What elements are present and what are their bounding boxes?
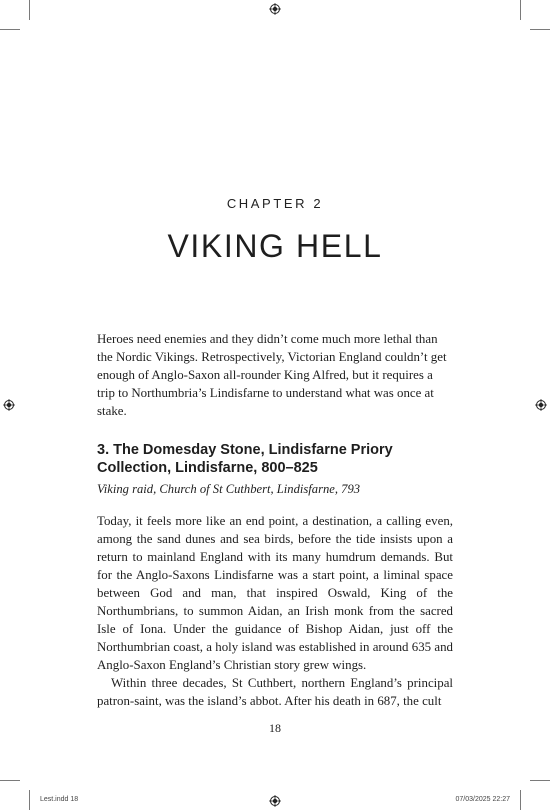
slug-timestamp: 07/03/2025 22:27 xyxy=(455,796,510,803)
registration-mark-icon xyxy=(535,399,547,411)
crop-mark xyxy=(0,29,20,30)
body-text xyxy=(97,512,453,710)
intro-paragraph: Heroes need enemies and they didn’t come much more lethal than the Nordic Vikings. Retrospectively, Victorian England couldn’t get enough of Anglo-Saxon all-rounder King Alfred, but it requires a trip to Northumbria’s Lindisfarne to understand what was once at stake. xyxy=(97,332,447,418)
crop-mark xyxy=(0,780,20,781)
crop-mark xyxy=(29,0,30,20)
chapter-label: CHAPTER 2 xyxy=(226,196,324,211)
slug-file: Lest.indd 18 xyxy=(40,796,79,803)
chapter-title: VIKING HELL xyxy=(167,228,383,264)
crop-mark xyxy=(520,0,521,20)
crop-mark xyxy=(530,29,550,30)
registration-mark-icon xyxy=(269,795,281,807)
registration-mark-icon xyxy=(3,399,15,411)
body-paragraph: Within three decades, St Cuthbert, northern England’s principal patron-saint, was the island’s abbot. After his death in 687, the cult xyxy=(97,676,453,708)
section-subtitle: Viking raid, Church of St Cuthbert, Lindisfarne, 793 xyxy=(97,482,361,496)
registration-mark-icon xyxy=(269,3,281,15)
section-heading: 3. The Domesday Stone, Lindisfarne Priory Collection, Lindisfarne, 800–825 xyxy=(97,442,393,476)
intro-section xyxy=(97,330,453,420)
crop-mark xyxy=(530,780,550,781)
crop-mark xyxy=(29,790,30,810)
body-paragraph: Today, it feels more like an end point, a destination, a calling even, among the sand dunes and sea birds, before the tide insists upon a return to mainland England with its many humdrum demands. But for the Anglo-Saxons Lindisfarne was a start point, a liminal space between God and man, that inspired Oswald, King of the Northumbrians, to summon Aidan, an Irish monk from the sacred Isle of Iona. Under the guidance of Bishop Aidan, just off the Northumbrian coast, a holy island was established in around 635 and Anglo-Saxon England’s Christian story grew wings. xyxy=(97,514,453,672)
page-number: 18 xyxy=(269,721,281,735)
crop-mark xyxy=(520,790,521,810)
